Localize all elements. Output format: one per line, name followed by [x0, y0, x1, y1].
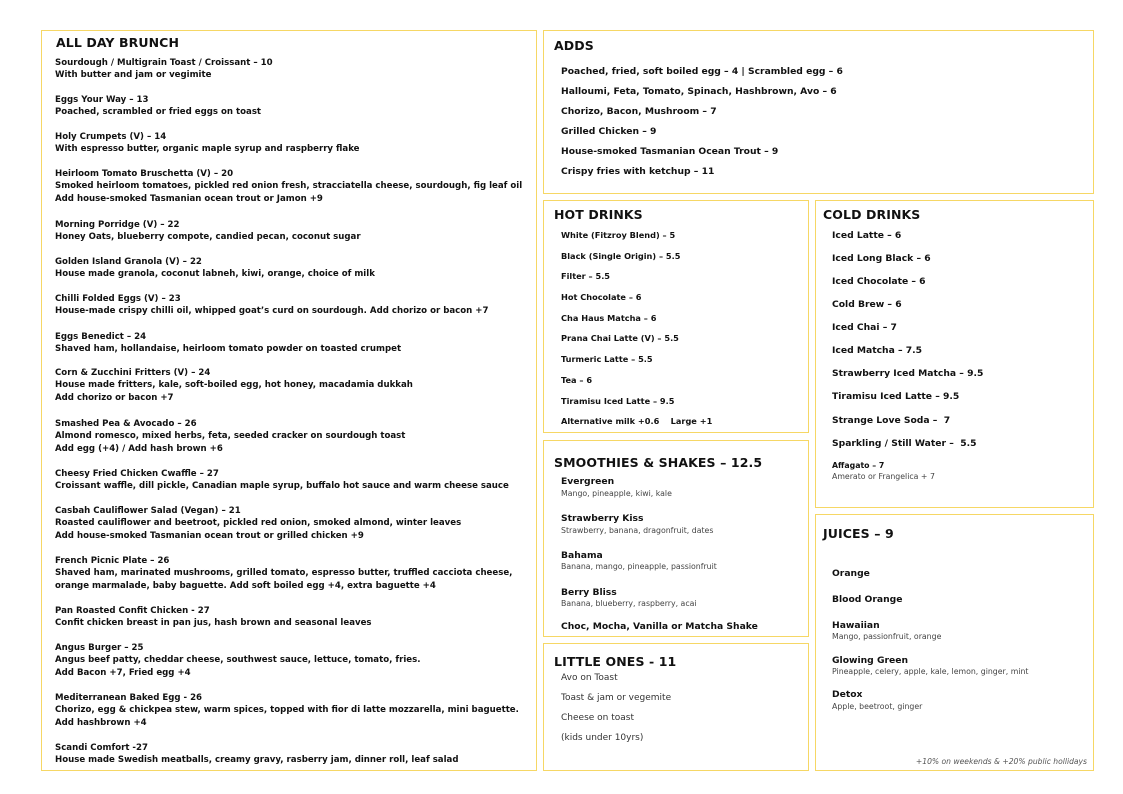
item-name: Heirloom Tomato Bruschetta (V) – 20: [55, 169, 234, 179]
menu-item: [55, 367, 530, 404]
item-desc: Croissant waffle, dill pickle, Canadian maple syrup, buffalo hot sauce and warm cheese sauce: [55, 481, 509, 492]
item-desc: Shaved ham, marinated mushrooms, grilled tomato, espresso butter, truffled cacciota cheese,: [55, 568, 513, 579]
menu-item: [55, 692, 530, 729]
menu-item: [55, 256, 530, 281]
little-ones-panel: [543, 643, 809, 771]
hot-drink-item: Cha Haus Matcha – 6: [561, 313, 657, 323]
menu-item: [55, 94, 530, 119]
adds-item: Grilled Chicken – 9: [561, 126, 657, 137]
little-ones-item: Avo on Toast: [561, 673, 618, 683]
menu-item: [55, 605, 530, 630]
adds-item: Poached, fried, soft boiled egg – 4 | Scrambled egg – 6: [561, 66, 843, 77]
hot-drink-item: White (Fitzroy Blend) – 5: [561, 230, 676, 240]
item-name: Chilli Folded Eggs (V) – 23: [55, 294, 181, 304]
smoothie-desc: Mango, pineapple, kiwi, kale: [561, 489, 672, 498]
juice-name: Detox: [832, 689, 863, 700]
shake-item: Choc, Mocha, Vanilla or Matcha Shake: [561, 621, 758, 632]
item-desc: Angus beef patty, cheddar cheese, southwest sauce, lettuce, tomato, fries.: [55, 655, 421, 666]
item-add: Add chorizo or bacon +7: [55, 392, 174, 403]
item-name: Corn & Zucchini Fritters (V) – 24: [55, 368, 211, 378]
cold-drink-item: Iced Chai – 7: [832, 322, 897, 333]
item-name: French Picnic Plate – 26: [55, 556, 170, 566]
menu-item: [55, 168, 530, 205]
smoothie-name: Bahama: [561, 550, 603, 561]
juices-panel: [815, 514, 1094, 771]
item-add: Add Bacon +7, Fried egg +4: [55, 667, 191, 678]
item-add: Add house-smoked Tasmanian ocean trout or Jamon +9: [55, 193, 323, 204]
hot-drink-item: Black (Single Origin) – 5.5: [561, 251, 681, 261]
item-name: Golden Island Granola (V) – 22: [55, 257, 202, 267]
cold-drink-item: Cold Brew – 6: [832, 299, 902, 310]
adds-panel: [543, 30, 1094, 194]
menu-item: [55, 131, 530, 156]
item-name: Holy Crumpets (V) – 14: [55, 132, 167, 142]
affogato-name: Affagato – 7: [832, 461, 885, 470]
item-name: Cheesy Fried Chicken Cwaffle – 27: [55, 469, 219, 479]
item-name: Scandi Comfort -27: [55, 743, 148, 753]
juice-name: Hawaiian: [832, 620, 880, 631]
cold-drink-item: Strange Love Soda – 7: [832, 415, 951, 426]
juice-desc: Apple, beetroot, ginger: [832, 702, 923, 711]
menu-item: [55, 468, 530, 493]
item-desc: Smoked heirloom tomatoes, pickled red onion fresh, stracciatella cheese, sourdough, fig leaf oil: [55, 181, 523, 192]
adds-item: Chorizo, Bacon, Mushroom – 7: [561, 106, 717, 117]
cold-drink-item: Iced Long Black – 6: [832, 253, 931, 264]
juice-desc: Mango, passionfruit, orange: [832, 632, 942, 641]
cold-drink-item: Sparkling / Still Water – 5.5: [832, 438, 977, 449]
little-ones-note: (kids under 10yrs): [561, 733, 644, 743]
little-ones-title: LITTLE ONES - 11: [554, 654, 677, 669]
item-desc: House made granola, coconut labneh, kiwi, orange, choice of milk: [55, 269, 375, 280]
surcharge-note: +10% on weekends & +20% public hollidays: [915, 757, 1087, 766]
juice-name: Blood Orange: [832, 594, 903, 605]
adds-title: ADDS: [554, 38, 594, 53]
hot-drinks-panel: [543, 200, 809, 433]
adds-item: House-smoked Tasmanian Ocean Trout – 9: [561, 146, 779, 157]
item-name: Eggs Your Way – 13: [55, 95, 149, 105]
hot-drink-item: Hot Chocolate – 6: [561, 292, 642, 302]
brunch-panel: [41, 30, 537, 771]
menu-item: [55, 57, 530, 82]
cold-drink-item: Strawberry Iced Matcha – 9.5: [832, 368, 984, 379]
little-ones-item: Cheese on toast: [561, 713, 634, 723]
smoothie-desc: Strawberry, banana, dragonfruit, dates: [561, 526, 714, 535]
smoothie-name: Berry Bliss: [561, 587, 617, 598]
hot-drink-item: Prana Chai Latte (V) – 5.5: [561, 333, 679, 343]
menu-item: [55, 331, 530, 356]
menu-item: [55, 418, 530, 455]
cold-drinks-title: COLD DRINKS: [823, 207, 921, 222]
item-desc: Confit chicken breast in pan jus, hash brown and seasonal leaves: [55, 618, 372, 629]
item-desc-2: orange marmalade, baby baguette. Add soft boiled egg +4, extra baguette +4: [55, 580, 436, 591]
adds-item: Halloumi, Feta, Tomato, Spinach, Hashbrown, Avo – 6: [561, 86, 837, 97]
smoothies-panel: [543, 440, 809, 637]
smoothie-name: Strawberry Kiss: [561, 513, 644, 524]
item-name: Sourdough / Multigrain Toast / Croissant – 10: [55, 58, 273, 68]
item-add: Add hashbrown +4: [55, 717, 147, 728]
item-desc: Poached, scrambled or fried eggs on toast: [55, 107, 262, 118]
item-desc: With espresso butter, organic maple syrup and raspberry flake: [55, 144, 360, 155]
affogato-desc: Amerato or Frangelica + 7: [832, 472, 935, 481]
cold-drink-item: Tiramisu Iced Latte – 9.5: [832, 391, 960, 402]
menu-item: [55, 219, 530, 244]
item-name: Pan Roasted Confit Chicken - 27: [55, 606, 210, 616]
item-name: Angus Burger – 25: [55, 643, 144, 653]
hot-drink-item: Turmeric Latte – 5.5: [561, 354, 653, 364]
smoothie-desc: Banana, blueberry, raspberry, acai: [561, 599, 697, 608]
item-desc: With butter and jam or vegimite: [55, 70, 212, 81]
menu-item: [55, 555, 530, 592]
cold-drink-item: Iced Matcha – 7.5: [832, 345, 923, 356]
menu-item: [55, 742, 530, 767]
hot-drinks-title: HOT DRINKS: [554, 207, 643, 222]
item-add: Add house-smoked Tasmanian ocean trout or grilled chicken +9: [55, 530, 364, 541]
item-desc: House-made crispy chilli oil, whipped goat’s curd on sourdough. Add chorizo or bacon +7: [55, 306, 489, 317]
item-name: Smashed Pea & Avocado – 26: [55, 419, 197, 429]
item-name: Mediterranean Baked Egg - 26: [55, 693, 203, 703]
juice-name: Orange: [832, 568, 870, 579]
item-add: Add egg (+4) / Add hash brown +6: [55, 443, 223, 454]
hot-drink-item: Filter – 5.5: [561, 271, 611, 281]
item-desc: Almond romesco, mixed herbs, feta, seeded cracker on sourdough toast: [55, 431, 406, 442]
cold-drink-item: Iced Chocolate – 6: [832, 276, 926, 287]
juice-desc: Pineapple, celery, apple, kale, lemon, ginger, mint: [832, 667, 1029, 676]
item-desc: Chorizo, egg & chickpea stew, warm spices, topped with fior di latte mozzarella, mini baguette.: [55, 705, 519, 716]
cold-drinks-panel: [815, 200, 1094, 508]
item-name: Eggs Benedict – 24: [55, 332, 147, 342]
item-desc: Roasted cauliflower and beetroot, pickled red onion, smoked almond, winter leaves: [55, 518, 462, 529]
hot-drink-item: Tea – 6: [561, 375, 593, 385]
item-desc: House made Swedish meatballs, creamy gravy, rasberry jam, dinner roll, leaf salad: [55, 755, 459, 766]
smoothie-name: Evergreen: [561, 476, 615, 487]
juice-name: Glowing Green: [832, 655, 909, 666]
item-name: Morning Porridge (V) – 22: [55, 220, 180, 230]
hot-drink-extras: Alternative milk +0.6 Large +1: [561, 416, 713, 426]
juices-title: JUICES – 9: [823, 526, 894, 541]
hot-drink-item: Tiramisu Iced Latte – 9.5: [561, 396, 675, 406]
menu-item: [55, 293, 530, 318]
little-ones-item: Toast & jam or vegemite: [561, 693, 672, 703]
smoothies-title: SMOOTHIES & SHAKES – 12.5: [554, 455, 763, 470]
item-name: Casbah Cauliflower Salad (Vegan) – 21: [55, 506, 241, 516]
cold-drink-item: Iced Latte – 6: [832, 230, 902, 241]
item-desc: Shaved ham, hollandaise, heirloom tomato powder on toasted crumpet: [55, 344, 402, 355]
item-desc: House made fritters, kale, soft-boiled egg, hot honey, macadamia dukkah: [55, 380, 413, 391]
item-desc: Honey Oats, blueberry compote, candied pecan, coconut sugar: [55, 232, 361, 243]
menu-item: [55, 505, 530, 542]
brunch-title: ALL DAY BRUNCH: [56, 35, 180, 50]
smoothie-desc: Banana, mango, pineapple, passionfruit: [561, 562, 717, 571]
adds-item: Crispy fries with ketchup – 11: [561, 166, 715, 177]
menu-item: [55, 642, 530, 679]
